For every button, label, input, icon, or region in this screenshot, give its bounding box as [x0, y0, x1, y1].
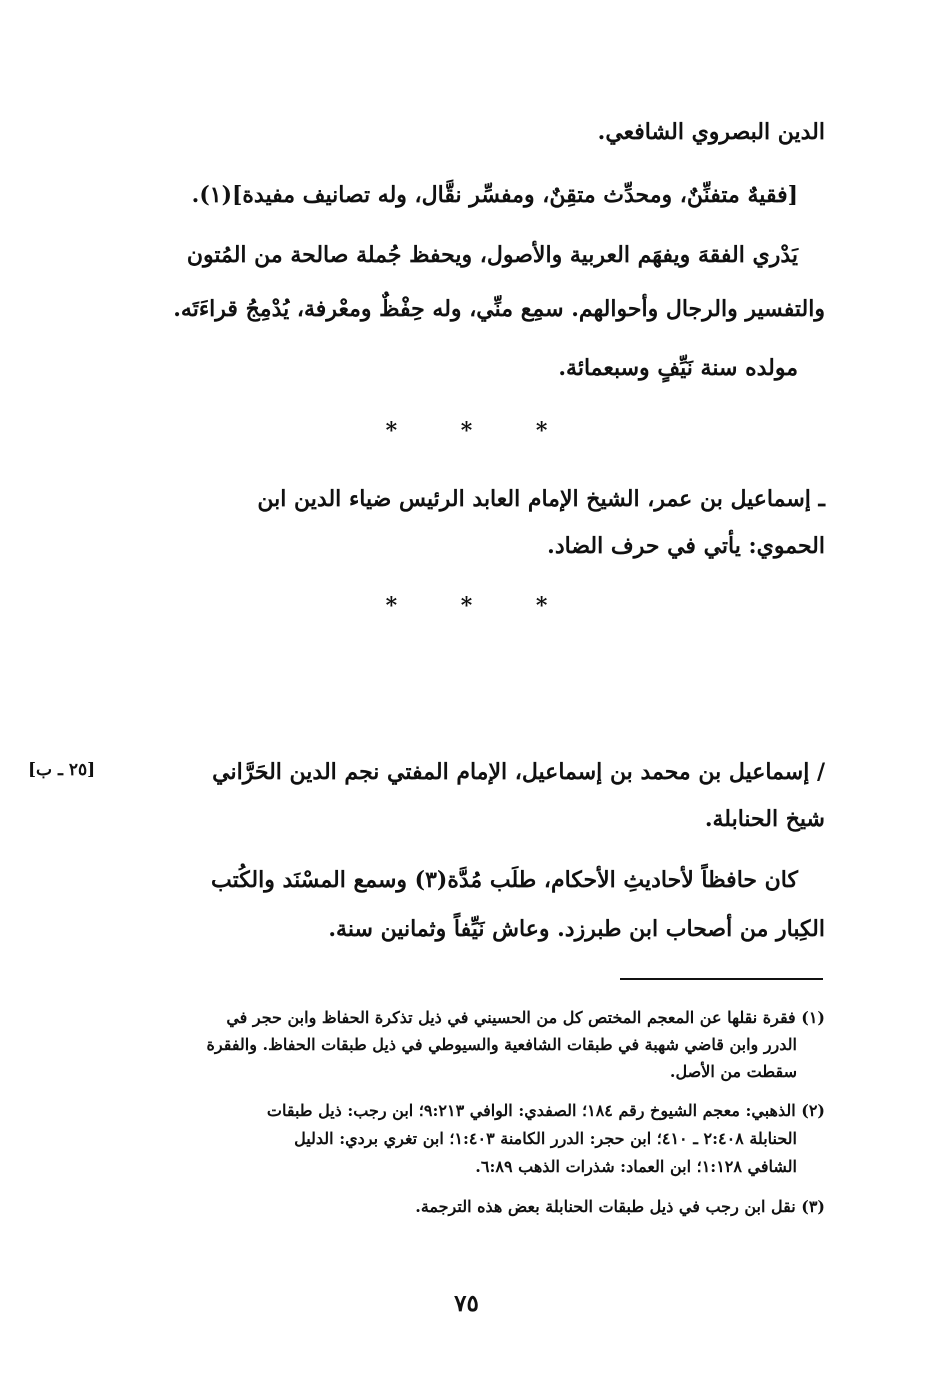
text-line: / إسماعيل بن محمد بن إسماعيل، الإمام المفتي نجم الدين الحَرَّاني: [212, 759, 825, 785]
page-number: ٧٥: [454, 1290, 479, 1317]
text-line: والتفسير والرجال وأحوالهم. سمِع منِّي، وله حِفْظٌ ومعْرفة، يُدْمِجُ قراءَتَه.: [173, 296, 825, 322]
text-line: الدين البصروي الشافعي.: [597, 119, 825, 145]
text-line: الكِبار من أصحاب ابن طبرزد. وعاش نَيِّفاً وثمانين سنة.: [328, 916, 825, 942]
footnote-line: الدرر وابن قاضي شهبة في طبقات الشافعية والسيوطي في ذيل طبقات الحفاظ. والفقرة: [206, 1035, 797, 1054]
footnote-line: سقطت من الأصل.: [669, 1062, 797, 1081]
footnote-line: الشافي ١:١٢٨؛ ابن العماد: شذرات الذهب ٦:٨٩.: [475, 1157, 797, 1176]
text-line: الحموي: يأتي في حرف الضاد.: [547, 533, 825, 559]
text-line: [فقيهٌ متفنِّنٌ، ومحدِّث متقِنٌ، ومفسِّر نقَّال، وله تصانيف مفيدة](١).: [191, 182, 798, 208]
text-line: يَدْري الفقهَ ويفهَم العربية والأصول، ويحفظ جُملة صالحة من المُتون: [186, 242, 798, 268]
footnote-line: (٢) الذهبي: معجم الشيوخ رقم ١٨٤؛ الصفدي: الوافي ٩:٢١٣؛ ابن رجب: ذيل طبقات: [266, 1101, 825, 1120]
text-line: مولده سنة نَيِّفٍ وسبعمائة.: [558, 355, 798, 381]
footnote-line: الحنابلة ٢:٤٠٨ ـ ٤١٠؛ ابن حجر: الدرر الكامنة ١:٤٠٣؛ ابن تغري بردي: الدليل: [294, 1129, 797, 1148]
section-separator: * * *: [385, 593, 576, 619]
text-line: شيخ الحنابلة.: [704, 806, 825, 832]
footnote-line: (٣) نقل ابن رجب في ذيل طبقات الحنابلة بعض هذه الترجمة.: [415, 1197, 825, 1216]
manuscript-folio-note: [٢٥ ـ ب]: [28, 760, 96, 780]
footnote-line: (١) فقرة نقلها عن المعجم المختص كل من الحسيني في ذيل تذكرة الحفاظ وابن حجر في: [226, 1008, 825, 1027]
text-line: كان حافظاً لأحاديثِ الأحكام، طلَب مُدَّة(٣) وسمع المسْنَد والكُتب: [211, 867, 798, 893]
footnote-divider: [620, 978, 823, 980]
text-line: ـ إسماعيل بن عمر، الشيخ الإمام العابد الرئيس ضياء الدين ابن: [257, 486, 825, 512]
section-separator: * * *: [385, 418, 576, 444]
